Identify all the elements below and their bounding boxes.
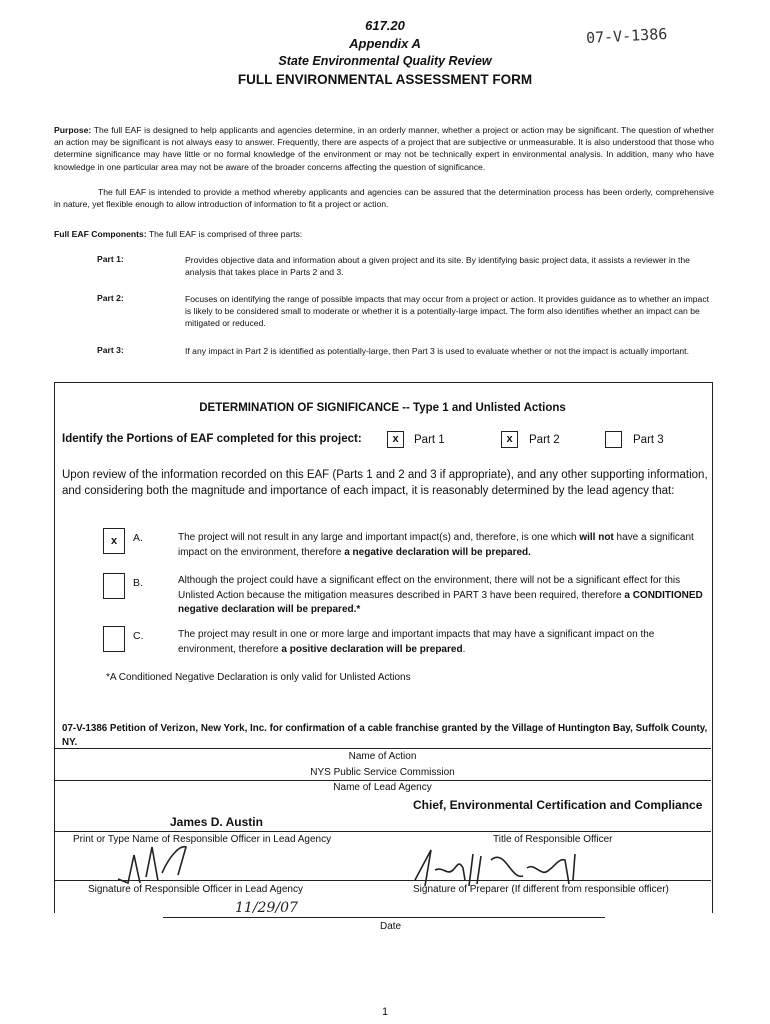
handwritten-case-number: 07-V-1386 <box>585 24 668 48</box>
review-title: State Environmental Quality Review <box>278 54 492 68</box>
review-paragraph: Upon review of the information recorded on this EAF (Parts 1 and 2 and 3 if appropriate), and any other supporting information, and considering both the magnitude and importance of each impact, it is reasonably determined by the lead agency that: <box>62 469 708 497</box>
handwritten-date: 11/29/07 <box>235 900 298 916</box>
officer-title-label: Title of Responsible Officer <box>493 834 613 845</box>
part3-description: If any impact in Part 2 is identified as potentially-large, then Part 3 is used to evaluate whether or not the impact is actually important. <box>185 346 689 356</box>
officer-signature-icon <box>100 835 210 890</box>
part2-description: Focuses on identifying the range of possible impacts that may occur from a project or action. It provides guidance as to whether an impact is likely to be considered small to moderate or whether it is a potentially-large impact. The form also identifies whether an impact can be mitigated or reduced. <box>185 294 710 329</box>
purpose-paragraph-2: The full EAF is intended to provide a method whereby applicants and agencies can be assured that the determination process has been orderly, comprehensive in nature, yet flexible enough to allow introduction of information to fit a project or action. <box>54 187 714 210</box>
action-name-value: 07-V-1386 Petition of Verizon, New York, Inc. for confirmation of a cable franchise granted by the Village of Huntington Bay, Suffolk County, NY. <box>62 723 708 748</box>
officer-title: Chief, Environmental Certification and Compliance <box>413 798 703 812</box>
part3-checkbox[interactable] <box>605 431 622 448</box>
components-intro <box>54 228 302 240</box>
components-label: Full EAF Components: <box>54 229 147 239</box>
option-b-checkbox[interactable] <box>103 573 125 599</box>
conditioned-footnote: *A Conditioned Negative Declaration is only valid for Unlisted Actions <box>106 672 411 683</box>
part1-label: Part 1: <box>97 254 124 264</box>
officer-rule <box>54 831 711 832</box>
part2-checkbox-label: Part 2 <box>529 434 560 446</box>
lead-agency-value: NYS Public Service Commission <box>310 767 455 778</box>
form-title: FULL ENVIRONMENTAL ASSESSMENT FORM <box>237 72 533 87</box>
signature-rule <box>54 880 711 881</box>
option-c-text: The project may result in one or more large and important impacts that may have a significant impact on the environment, therefore a positive declaration will be prepared. <box>178 629 655 655</box>
lead-agency-rule <box>54 780 711 781</box>
part2-checkbox[interactable]: x <box>501 431 518 448</box>
purpose-paragraph <box>54 124 714 173</box>
date-label: Date <box>380 921 402 932</box>
part1-checkbox-label: Part 1 <box>414 434 445 446</box>
preparer-signature-label: Signature of Preparer (If different from responsible officer) <box>413 884 669 895</box>
officer-signature-label: Signature of Responsible Officer in Lead Agency <box>88 884 303 895</box>
part2-label: Part 2: <box>97 293 124 303</box>
part1-checkbox[interactable]: x <box>387 431 404 448</box>
option-a-text: The project will not result in any large and important impact(s) and, therefore, is one which will not have a significant impact on the environment, therefore a negative declaration will be prepared. <box>178 532 694 558</box>
part3-label: Part 3: <box>97 345 124 355</box>
action-name-label: Name of Action <box>348 751 417 762</box>
date-rule <box>163 917 605 918</box>
section-number: 617.20 <box>365 18 405 33</box>
part1-description: Provides objective data and information about a given project and its site. By identifying basic project data, it assists a reviewer in the analysis that takes place in Parts 2 and 3. <box>185 255 690 278</box>
option-c-letter: C. <box>133 630 144 642</box>
appendix-label: Appendix A <box>349 36 421 51</box>
determination-title: DETERMINATION OF SIGNIFICANCE -- Type 1 and Unlisted Actions <box>199 402 566 414</box>
components-text: The full EAF is comprised of three parts: <box>148 229 303 239</box>
page-number: 1 <box>381 1006 389 1018</box>
option-a-letter: A. <box>133 532 143 544</box>
lead-agency-label: Name of Lead Agency <box>333 782 432 793</box>
officer-name: James D. Austin <box>170 815 263 829</box>
purpose-label: Purpose: <box>54 125 92 135</box>
identify-portions-label: Identify the Portions of EAF completed for this project: <box>62 433 362 445</box>
officer-name-label: Print or Type Name of Responsible Officer in Lead Agency <box>73 834 332 845</box>
part3-checkbox-label: Part 3 <box>633 434 664 446</box>
purpose-text: The full EAF is designed to help applicants and agencies determine, in an orderly manner, whether a project or action may be significant. The question of whether an action may be significant is not always easy to answer. Frequently, there are aspects of a project that are subjective or unmeasurable. It is also understood that those who determine significance may have little or no formal knowledge of the environment or may not be technically expert in environmental analysis. In addition, many who have knowledge in one particular area may not be aware of the broader concerns affecting the question of significance. <box>54 125 715 172</box>
option-b-letter: B. <box>133 577 143 589</box>
option-b-text: Although the project could have a significant effect on the environment, there will not be a significant effect for this Unlisted Action because the mitigation measures described in PART 3 have been required, therefore a CONDITIONED negative declaration will be prepared.* <box>178 575 703 615</box>
option-c-checkbox[interactable] <box>103 626 125 652</box>
option-a-checkbox[interactable]: x <box>103 528 125 554</box>
